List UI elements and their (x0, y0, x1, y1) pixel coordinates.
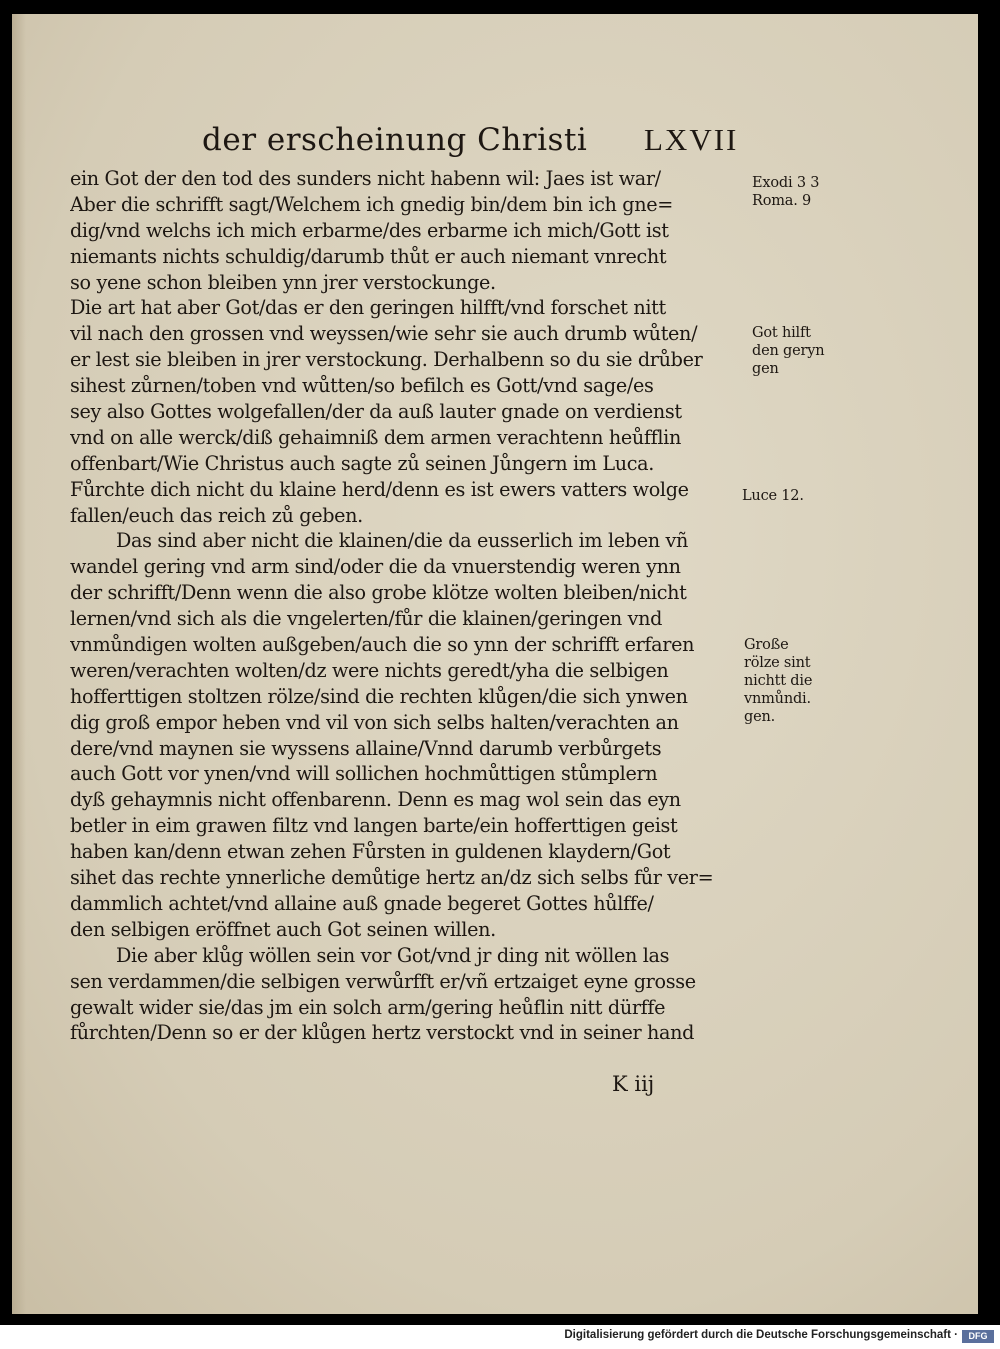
text-line: sey also Gottes wolgefallen/der da auß lauter gnade on verdienst (70, 400, 682, 424)
catchword: K iij (612, 1072, 655, 1096)
marginal-note-line: Exodi 3 3 (752, 175, 820, 191)
marginal-note (752, 324, 824, 378)
text-line: lernen/vnd sich als die vngelerten/fůr die klainen/geringen vnd (70, 607, 663, 631)
text-line: vnmůndigen wolten außgeben/auch die so ynn der schrifft erfaren (70, 633, 695, 657)
running-title: der erscheinung Christi (202, 122, 588, 158)
marginal-note (742, 487, 804, 505)
text-line: betler in eim grawen filtz vnd langen barte/ein hofferttigen geist (70, 814, 678, 838)
text-line: gewalt wider sie/das jm ein solch arm/gering heůflin nitt dürffe (70, 995, 666, 1019)
text-line: fallen/euch das reich zů geben. (70, 503, 363, 527)
marginal-note-line: Große (744, 637, 789, 653)
text-line: so yene schon bleiben ynn jrer verstockunge. (70, 270, 496, 294)
text-line: sen verdammen/die selbigen verwůrfft er/vñ ertzaiget eyne grosse (70, 969, 696, 993)
text-line: offenbart/Wie Christus auch sagte zů seinen Jůngern im Luca. (70, 451, 655, 475)
text-line: dyß gehaymnis nicht offenbarenn. Denn es mag wol sein das eyn (70, 788, 681, 812)
text-line: dig/vnd welchs ich mich erbarme/des erbarme ich mich/Gott ist (70, 218, 669, 242)
text-line: den selbigen eröffnet auch Got seinen willen. (70, 917, 496, 941)
text-line: haben kan/denn etwan zehen Fůrsten in guldenen klaydern/Got (70, 840, 671, 864)
text-line: dammlich achtet/vnd allaine auß gnade begeret Gottes hůlffe/ (70, 891, 654, 915)
text-line: ein Got der den tod des sunders nicht habenn wil: Jaes ist war/ (70, 167, 661, 190)
marginal-note-line: nichtt die (744, 673, 813, 689)
text-line: weren/verachten wolten/dz were nichts geredt/yha die selbigen (70, 658, 669, 682)
marginal-note (752, 174, 819, 210)
text-line: fůrchten/Denn so er der klůgen hertz verstockt vnd in seiner hand (70, 1021, 695, 1045)
text-line: sihest zůrnen/toben vnd wůtten/so befilch es Gott/vnd sage/es (70, 374, 654, 398)
text-line: Das sind aber nicht die klainen/die da eusserlich im leben vñ (116, 529, 688, 553)
marginal-note-line: Roma. 9 (752, 193, 812, 209)
text-line: hofferttigen stoltzen rölze/sind die rechten klůgen/die sich ynwen (70, 684, 688, 708)
text-line: Fůrchte dich nicht du klaine herd/denn es ist ewers vatters wolge (70, 477, 689, 501)
dfg-logo-icon: DFG (962, 1330, 994, 1343)
text-line: vnd on alle werck/diß gehaimniß dem armen verachtenn heůfflin (70, 425, 681, 449)
marginal-note-line: gen. (744, 709, 776, 725)
body-text (70, 166, 742, 1046)
text-line: der schrifft/Denn wenn die also grobe klötze wolten bleiben/nicht (70, 581, 687, 605)
book-page (12, 14, 978, 1314)
page-header (202, 122, 762, 166)
text-line: auch Gott vor ynen/vnd will sollichen hochmůttigen stůmplern (70, 762, 658, 786)
marginal-note-line: vnmůndi. (744, 691, 811, 707)
marginal-note-line: rölze sint (744, 655, 811, 671)
funding-credit: Digitalisierung gefördert durch die Deutsche Forschungsgemeinschaft · (564, 1329, 958, 1341)
text-line: niemants nichts schuldig/darumb thůt er auch niemant vnrecht (70, 244, 667, 268)
marginal-note-line: Luce 12. (742, 488, 804, 504)
text-line: wandel gering vnd arm sind/oder die da vnuerstendig weren ynn (70, 555, 681, 579)
marginal-note (744, 636, 812, 726)
text-line: Die aber klůg wöllen sein vor Got/vnd jr ding nit wöllen las (116, 943, 670, 967)
text-line: Aber die schrifft sagt/Welchem ich gnedig bin/dem bin ich gne= (70, 192, 673, 216)
text-line: sihet das rechte ynnerliche demůtige hertz an/dz sich selbs fůr ver= (70, 866, 714, 890)
text-line: Die art hat aber Got/das er den geringen hilfft/vnd forschet nitt (70, 296, 666, 320)
marginal-note-line: Got hilft (752, 325, 811, 341)
footer-bar (0, 1325, 1000, 1349)
text-line: dig groß empor heben vnd vil von sich selbs halten/verachten an (70, 710, 679, 734)
marginal-note-line: gen (752, 361, 779, 377)
text-line: dere/vnd maynen sie wyssens allaine/Vnnd darumb verbůrgets (70, 736, 662, 760)
text-line: vil nach den grossen vnd weyssen/wie sehr sie auch drumb wůten/ (70, 322, 698, 346)
text-line: er lest sie bleiben in jrer verstockung. Derhalbenn so du sie drůber (70, 348, 703, 372)
folio-number: LXVII (644, 122, 739, 157)
marginal-note-line: den geryn (752, 343, 825, 359)
